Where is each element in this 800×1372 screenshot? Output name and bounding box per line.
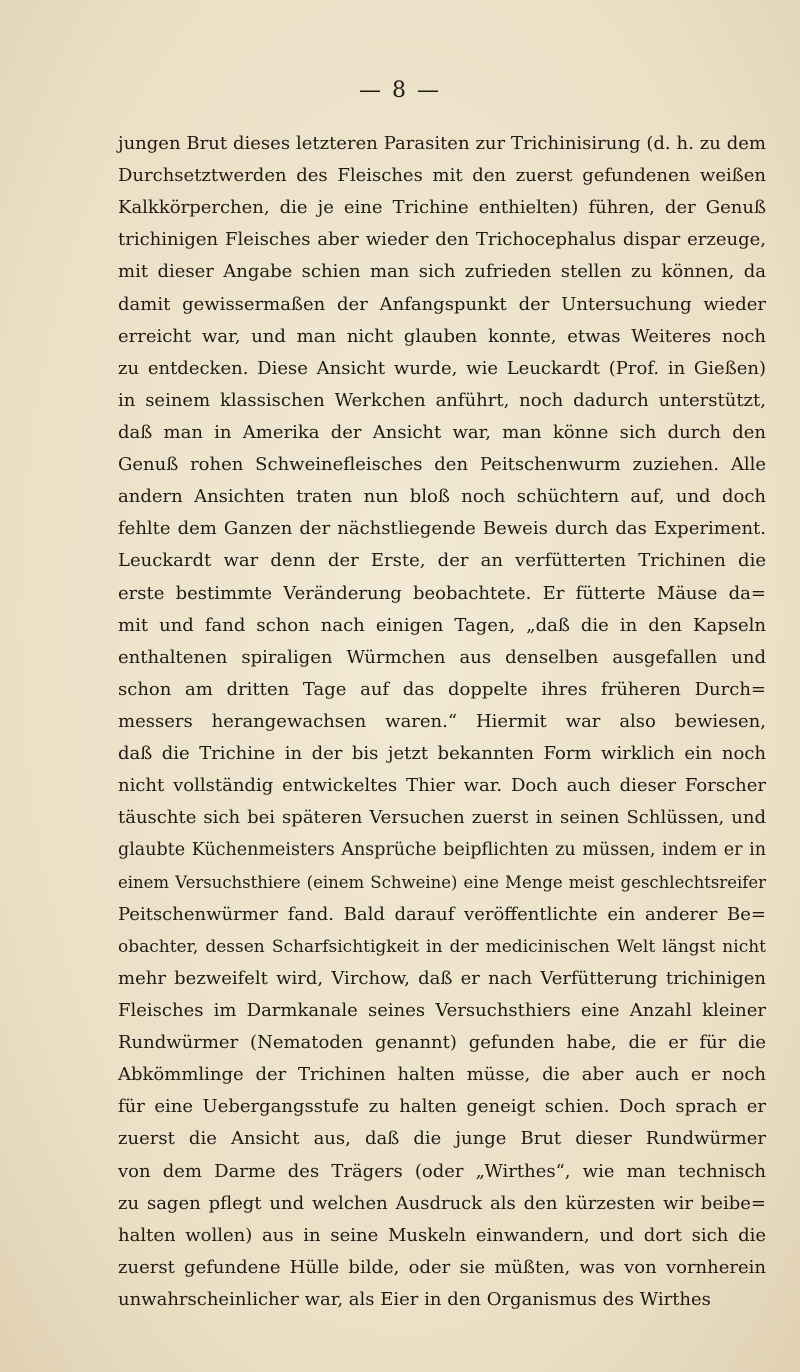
text-line: in seinem klassischen Werkchen anführt, noch dadurch unterstützt, (118, 389, 766, 411)
text-line: andern Ansichten traten nun bloß noch schüchtern auf, und doch (118, 486, 766, 508)
text-line: erreicht war, und man nicht glauben konnte, etwas Weiteres noch (118, 325, 766, 347)
text-line: trichinigen Fleisches aber wieder den Trichocephalus dispar erzeuge, (118, 229, 766, 251)
text-line: unwahrscheinlicher war, als Eier in den Organismus des Wirthes (118, 1288, 711, 1310)
text-line: für eine Uebergangsstufe zu halten geneigt schien. Doch sprach er (118, 1096, 766, 1118)
text-line: Rundwürmer (Nematoden genannt) gefunden habe, die er für die (118, 1032, 766, 1054)
text-line: glaubte Küchenmeisters Ansprüche beipflichten zu müssen, indem er in (118, 840, 766, 861)
text-line: daß man in Amerika der Ansicht war, man könne sich durch den (118, 421, 766, 443)
text-line: Fleisches im Darmkanale seines Versuchsthiers eine Anzahl kleiner (118, 999, 766, 1021)
page-number: — 8 — (359, 78, 441, 103)
text-line: mehr bezweifelt wird, Virchow, daß er nach Verfütterung trichinigen (118, 967, 766, 989)
text-line: damit gewissermaßen der Anfangspunkt der Untersuchung wieder (118, 293, 766, 315)
text-line: zuerst die Ansicht aus, daß die junge Brut dieser Rundwürmer (118, 1128, 766, 1150)
text-line: erste bestimmte Veränderung beobachtete. Er fütterte Mäuse da= (118, 582, 766, 604)
text-line: obachter, dessen Scharfsichtigkeit in der medicinischen Welt längst nicht (118, 936, 766, 957)
text-line: Durchsetztwerden des Fleisches mit den zuerst gefundenen weißen (118, 165, 766, 187)
text-line: einem Versuchsthiere (einem Schweine) eine Menge meist geschlechtsreifer (118, 872, 766, 892)
body-text (118, 128, 766, 1316)
text-line: Genuß rohen Schweinefleisches den Peitschenwurm zuziehen. Alle (118, 454, 766, 476)
text-line: zu entdecken. Diese Ansicht wurde, wie Leuckardt (Prof. in Gießen) (118, 357, 766, 379)
text-line: zu sagen pflegt und welchen Ausdruck als den kürzesten wir beibe= (118, 1192, 766, 1214)
text-line: halten wollen) aus in seine Muskeln einwandern, und dort sich die (118, 1224, 766, 1246)
text-line: messers herangewachsen waren.“ Hiermit war also bewiesen, (118, 710, 766, 732)
text-line: nicht vollständig entwickeltes Thier war. Doch auch dieser Forscher (118, 775, 766, 797)
text-line: fehlte dem Ganzen der nächstliegende Beweis durch das Experiment. (118, 518, 766, 540)
text-line: mit und fand schon nach einigen Tagen, „daß die in den Kapseln (118, 614, 766, 636)
text-line: Abkömmlinge der Trichinen halten müsse, die aber auch er noch (118, 1064, 766, 1086)
text-line: enthaltenen spiraligen Würmchen aus denselben ausgefallen und (118, 646, 766, 668)
text-line: Peitschenwürmer fand. Bald darauf veröffentlichte ein anderer Be= (118, 903, 766, 925)
text-line: von dem Darme des Trägers (oder „Wirthes“, wie man technisch (118, 1160, 766, 1182)
text-line: jungen Brut dieses letzteren Parasiten zur Trichinisirung (d. h. zu dem (118, 133, 766, 154)
text-line: zuerst gefundene Hülle bilde, oder sie müßten, was von vornherein (118, 1256, 766, 1278)
text-line: daß die Trichine in der bis jetzt bekannten Form wirklich ein noch (118, 743, 766, 765)
text-line: schon am dritten Tage auf das doppelte ihres früheren Durch= (118, 678, 766, 700)
text-line: täuschte sich bei späteren Versuchen zuerst in seinen Schlüssen, und (118, 807, 766, 829)
text-line: mit dieser Angabe schien man sich zufrieden stellen zu können, da (118, 261, 766, 283)
text-line: Leuckardt war denn der Erste, der an verfütterten Trichinen die (118, 550, 766, 572)
text-line: Kalkkörperchen, die je eine Trichine enthielten) führen, der Genuß (118, 197, 766, 219)
